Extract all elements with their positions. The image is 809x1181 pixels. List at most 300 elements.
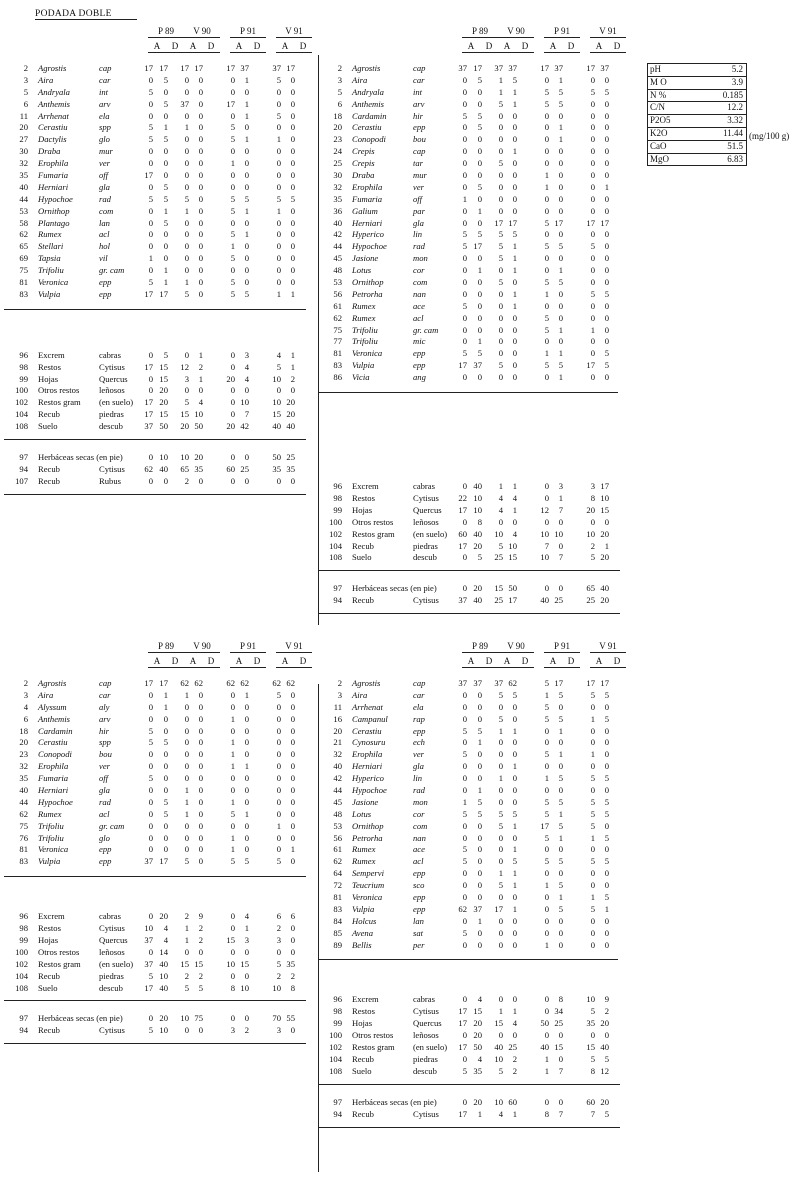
table-row (318, 583, 618, 595)
cell-value: 10 (508, 540, 517, 551)
table-row (4, 99, 304, 111)
cell-value: 5 (184, 397, 189, 408)
cell-value: 1 (512, 725, 517, 736)
cell-value: 0 (498, 737, 503, 748)
genus-name: Jasione (352, 796, 379, 807)
sub-label: A (503, 41, 511, 51)
table-row (4, 983, 304, 995)
row-sublabel: cabras (413, 994, 435, 1005)
cell-value: 0 (244, 277, 249, 288)
cell-value: 0 (462, 74, 467, 85)
cell-value: 60 (458, 528, 467, 539)
row-number: 98 (333, 492, 342, 503)
cell-value: 1 (558, 348, 563, 359)
cell-value: 0 (512, 892, 517, 903)
cell-value: 0 (544, 158, 549, 169)
cell-value: 0 (290, 808, 295, 819)
cell-value: 0 (512, 372, 517, 383)
cell-value: 1 (498, 1006, 503, 1017)
cell-value: 1 (184, 205, 189, 216)
genus-name: Draba (38, 146, 61, 157)
cell-value: 17 (458, 540, 467, 551)
cell-value: 17 (554, 678, 563, 688)
cell-value: 20 (473, 540, 482, 551)
cell-value: 5 (462, 749, 467, 760)
table-row (318, 99, 618, 111)
genus-name: Vulpia (38, 288, 61, 299)
cell-value: 1 (512, 880, 517, 891)
cell-value: 5 (604, 1108, 609, 1119)
row-sublabel: Cytisus (413, 492, 439, 503)
cell-value: 1 (477, 265, 482, 276)
table-row (318, 595, 618, 607)
cell-value: 0 (512, 110, 517, 121)
table-row (318, 856, 618, 868)
cell-value: 0 (558, 158, 563, 169)
genus-name: Conopodi (352, 134, 386, 145)
cell-value: 35 (286, 958, 295, 969)
species-name: epp (99, 277, 112, 288)
cell-value: 0 (198, 134, 203, 145)
species-name: off (99, 170, 109, 181)
cell-value: 0 (462, 583, 467, 594)
cell-value: 0 (290, 475, 295, 486)
genus-name: Cardamin (352, 110, 387, 121)
cell-value: 1 (590, 713, 595, 724)
cell-value: 0 (558, 737, 563, 748)
cell-value: 0 (498, 312, 503, 323)
cell-value: 20 (473, 583, 482, 594)
cell-value: 3 (590, 481, 595, 492)
cell-value: 3 (244, 349, 249, 360)
cell-value: 37 (458, 595, 467, 606)
cell-value: 0 (148, 1013, 153, 1024)
section-rule (4, 494, 306, 495)
cell-value: 0 (590, 300, 595, 311)
cell-value: 0 (244, 86, 249, 97)
genus-name: Cerastiu (38, 122, 68, 133)
cell-value: 62 (286, 678, 295, 688)
cell-value: 2 (184, 970, 189, 981)
cell-value: 1 (512, 86, 517, 97)
cell-value: 0 (498, 915, 503, 926)
cell-value: 0 (544, 868, 549, 879)
cell-value: 0 (148, 241, 153, 252)
cell-value: 0 (604, 725, 609, 736)
cell-value: 15 (159, 373, 168, 384)
sub-label: A (153, 656, 161, 666)
genus-name: Rumex (38, 229, 62, 240)
genus-name: Jasione (352, 253, 379, 264)
table-row (318, 1054, 618, 1066)
row-sublabel: Cytisus (413, 1006, 439, 1017)
cell-value: 4 (163, 923, 168, 934)
cell-value: 0 (276, 796, 281, 807)
cell-value: 1 (276, 820, 281, 831)
cell-value: 5 (477, 552, 482, 563)
cell-value: 5 (544, 796, 549, 807)
cell-value: 0 (462, 785, 467, 796)
table-row (4, 464, 304, 476)
genus-name: Hypochoe (38, 796, 73, 807)
cell-value: 5 (230, 134, 235, 145)
cell-value: 0 (276, 385, 281, 396)
cell-value: 0 (462, 253, 467, 264)
row-number: 56 (333, 288, 342, 299)
row-number: 20 (19, 122, 28, 133)
cell-value: 17 (159, 678, 168, 688)
cell-value: 37 (240, 63, 249, 73)
row-label: Recub (38, 463, 60, 474)
cell-value: 5 (498, 713, 503, 724)
cell-value: 62 (272, 678, 281, 688)
cell-value: 0 (544, 229, 549, 240)
cell-value: 0 (462, 994, 467, 1005)
cell-value: 0 (558, 110, 563, 121)
cell-value: 1 (544, 1053, 549, 1064)
cell-value: 1 (558, 122, 563, 133)
table-row (318, 868, 618, 880)
cell-value: 0 (512, 193, 517, 204)
row-number: 94 (333, 595, 342, 606)
cell-value: 0 (163, 773, 168, 784)
row-number: 4 (23, 701, 28, 712)
cell-value: 0 (148, 689, 153, 700)
cell-value: 0 (163, 713, 168, 724)
cell-value: 4 (498, 1108, 503, 1119)
cell-value: 0 (276, 808, 281, 819)
cell-value: 0 (558, 915, 563, 926)
cell-value: 0 (498, 832, 503, 843)
cell-value: 0 (163, 475, 168, 486)
cell-value: 0 (148, 181, 153, 192)
row-label: Restos (352, 492, 375, 503)
cell-value: 0 (512, 713, 517, 724)
cell-value: 0 (498, 146, 503, 157)
cell-value: 50 (194, 421, 203, 432)
species-name: epp (99, 844, 112, 855)
sub-header (276, 41, 312, 53)
table-row (318, 844, 618, 856)
cell-value: 1 (184, 689, 189, 700)
genus-name: Aira (352, 74, 368, 85)
row-number: 108 (15, 421, 28, 432)
cell-value: 1 (230, 844, 235, 855)
sub-label: D (613, 656, 621, 666)
cell-value: 0 (462, 481, 467, 492)
cell-value: 0 (477, 288, 482, 299)
table-row (318, 726, 618, 738)
cell-value: 5 (498, 1065, 503, 1076)
species-name: bou (99, 749, 112, 760)
cell-value: 1 (512, 146, 517, 157)
cell-value: 0 (498, 701, 503, 712)
soil-row (648, 90, 746, 103)
cell-value: 0 (477, 927, 482, 938)
row-number: 81 (333, 348, 342, 359)
cell-value: 1 (276, 288, 281, 299)
cell-value: 0 (498, 844, 503, 855)
row-number: 99 (19, 935, 28, 946)
cell-value: 5 (184, 288, 189, 299)
cell-value: 20 (159, 397, 168, 408)
row-sublabel: Rubus (99, 475, 121, 486)
table-row (318, 928, 618, 940)
cell-value: 1 (198, 373, 203, 384)
cell-value: 17 (508, 595, 517, 606)
cell-value: 17 (473, 241, 482, 252)
cell-value: 0 (198, 832, 203, 843)
cell-value: 4 (244, 373, 249, 384)
cell-value: 0 (462, 98, 467, 109)
period-label: V 91 (276, 26, 312, 38)
row-number: 62 (333, 312, 342, 323)
table-row (4, 947, 304, 959)
cell-value: 75 (194, 1013, 203, 1024)
cell-value: 0 (544, 492, 549, 503)
cell-value: 0 (462, 217, 467, 228)
cell-value: 0 (148, 158, 153, 169)
cell-value: 0 (290, 761, 295, 772)
table-row (318, 904, 618, 916)
table-row (4, 935, 304, 947)
row-number: 20 (333, 725, 342, 736)
table-row (4, 821, 304, 833)
cell-value: 0 (290, 1025, 295, 1036)
cell-value: 0 (244, 946, 249, 957)
cell-value: 0 (512, 737, 517, 748)
species-name: cap (413, 678, 426, 688)
cell-value: 0 (544, 725, 549, 736)
row-number: 89 (333, 939, 342, 950)
cell-value: 1 (544, 1065, 549, 1076)
cell-value: 10 (554, 528, 563, 539)
cell-value: 2 (290, 970, 295, 981)
cell-value: 5 (544, 832, 549, 843)
cell-value: 17 (586, 217, 595, 228)
cell-value: 0 (604, 98, 609, 109)
cell-value: 0 (198, 170, 203, 181)
row-number: 108 (15, 982, 28, 993)
cell-value: 1 (230, 796, 235, 807)
genus-name: Ornithop (38, 205, 70, 216)
table-row (318, 892, 618, 904)
cell-value: 1 (512, 1108, 517, 1119)
species-name: mon (413, 796, 428, 807)
table-row (318, 313, 618, 325)
cell-value: 17 (586, 63, 595, 73)
cell-value: 0 (558, 516, 563, 527)
cell-value: 62 (144, 463, 153, 474)
cell-value: 10 (180, 1013, 189, 1024)
species-name: car (413, 689, 425, 700)
cell-value: 55 (286, 1013, 295, 1024)
cell-value: 0 (558, 844, 563, 855)
genus-name: Teucrium (352, 880, 385, 891)
cell-value: 0 (590, 110, 595, 121)
cell-value: 0 (498, 110, 503, 121)
cell-value: 50 (159, 421, 168, 432)
cell-value: 0 (290, 277, 295, 288)
cell-value: 1 (244, 808, 249, 819)
genus-name: Cerastiu (38, 737, 68, 748)
table-row (318, 1097, 618, 1109)
species-name: car (413, 74, 425, 85)
row-number: 16 (333, 713, 342, 724)
cell-value: 0 (230, 701, 235, 712)
cell-value: 2 (198, 361, 203, 372)
cell-value: 0 (462, 880, 467, 891)
cell-value: 0 (184, 844, 189, 855)
cell-value: 1 (512, 98, 517, 109)
cell-value: 0 (276, 713, 281, 724)
cell-value: 17 (494, 217, 503, 228)
species-name: hir (413, 110, 424, 121)
cell-value: 0 (544, 146, 549, 157)
row-number: 102 (15, 397, 28, 408)
cell-value: 20 (600, 552, 609, 563)
species-name: ela (413, 701, 424, 712)
cell-value: 0 (163, 241, 168, 252)
genus-name: Herniari (352, 217, 383, 228)
soil-value: 11.44 (723, 127, 743, 138)
row-number: 44 (333, 785, 342, 796)
row-label: Recub (38, 1025, 60, 1036)
cell-value: 0 (604, 701, 609, 712)
cell-value: 3 (276, 1025, 281, 1036)
genus-name: Trifoliu (38, 265, 64, 276)
cell-value: 0 (512, 348, 517, 359)
table-row (4, 773, 304, 785)
cell-value: 40 (159, 958, 168, 969)
species-name: gla (99, 785, 110, 796)
row-number: 62 (333, 856, 342, 867)
table-row (4, 959, 304, 971)
cell-value: 10 (159, 1025, 168, 1036)
cell-value: 17 (144, 982, 153, 993)
cell-value: 0 (276, 749, 281, 760)
species-name: glo (99, 832, 110, 843)
cell-value: 0 (290, 122, 295, 133)
table-row (4, 194, 304, 206)
cell-value: 0 (244, 970, 249, 981)
cell-value: 0 (198, 785, 203, 796)
cell-value: 1 (163, 701, 168, 712)
row-sublabel: Cytisus (99, 923, 125, 934)
cell-value: 5 (462, 300, 467, 311)
cell-value: 5 (462, 927, 467, 938)
species-name: ver (413, 749, 424, 760)
cell-value: 0 (230, 946, 235, 957)
cell-value: 4 (244, 911, 249, 922)
species-name: com (99, 205, 114, 216)
cell-value: 0 (148, 452, 153, 463)
cell-value: 0 (148, 98, 153, 109)
cell-value: 2 (512, 1053, 517, 1064)
species-name: ver (413, 181, 424, 192)
cell-value: 15 (194, 958, 203, 969)
cell-value: 0 (604, 372, 609, 383)
species-name: epp (99, 288, 112, 299)
species-name: glo (99, 134, 110, 145)
cell-value: 0 (290, 265, 295, 276)
genus-name: Anthemis (38, 713, 70, 724)
row-sublabel: Cytisus (413, 1108, 439, 1119)
soil-value: 12.2 (727, 102, 743, 113)
row-sublabel: descub (413, 552, 437, 563)
period-label: P 89 (462, 641, 498, 653)
row-number: 83 (19, 856, 28, 867)
cell-value: 0 (544, 915, 549, 926)
cell-value: 5 (462, 844, 467, 855)
row-sublabel: descub (99, 982, 123, 993)
table-row (318, 821, 618, 833)
cell-value: 1 (512, 820, 517, 831)
row-label: Hojas (38, 935, 59, 946)
cell-value: 0 (276, 832, 281, 843)
cell-value: 15 (586, 1042, 595, 1053)
cell-value: 0 (148, 820, 153, 831)
cell-value: 1 (558, 324, 563, 335)
cell-value: 1 (244, 761, 249, 772)
species-name: epp (413, 348, 426, 359)
cell-value: 0 (244, 217, 249, 228)
cell-value: 0 (290, 935, 295, 946)
cell-value: 0 (477, 832, 482, 843)
species-name: arv (413, 98, 425, 109)
sub-header (498, 656, 534, 668)
cell-value: 0 (198, 253, 203, 264)
species-name: bou (413, 134, 426, 145)
cell-value: 0 (558, 300, 563, 311)
cell-value: 0 (477, 892, 482, 903)
row-number: 75 (19, 820, 28, 831)
cell-value: 0 (590, 74, 595, 85)
cell-value: 0 (148, 946, 153, 957)
cell-value: 5 (462, 229, 467, 240)
cell-value: 0 (477, 856, 482, 867)
cell-value: 5 (544, 713, 549, 724)
cell-value: 5 (462, 808, 467, 819)
cell-value: 0 (512, 773, 517, 784)
cell-value: 5 (498, 360, 503, 371)
cell-value: 6 (276, 911, 281, 922)
cell-value: 5 (148, 773, 153, 784)
row-sublabel: Cytisus (99, 463, 125, 474)
cell-value: 17 (226, 98, 235, 109)
cell-value: 0 (544, 737, 549, 748)
cell-value: 1 (184, 277, 189, 288)
cell-value: 10 (240, 397, 249, 408)
table-row (318, 541, 618, 553)
cell-value: 0 (498, 1030, 503, 1041)
sub-header (276, 656, 312, 668)
row-number: 3 (23, 689, 28, 700)
cell-value: 50 (272, 452, 281, 463)
cell-value: 0 (290, 689, 295, 700)
table-row (318, 229, 618, 241)
cell-value: 12 (540, 504, 549, 515)
cell-value: 5 (498, 820, 503, 831)
cell-value: 1 (558, 265, 563, 276)
genus-name: Cerastiu (352, 725, 382, 736)
cell-value: 0 (558, 1096, 563, 1107)
table-row (318, 493, 618, 505)
row-label: Recub (352, 540, 374, 551)
soil-param: MgO (650, 153, 670, 164)
cell-value: 0 (590, 229, 595, 240)
cell-value: 5 (477, 74, 482, 85)
